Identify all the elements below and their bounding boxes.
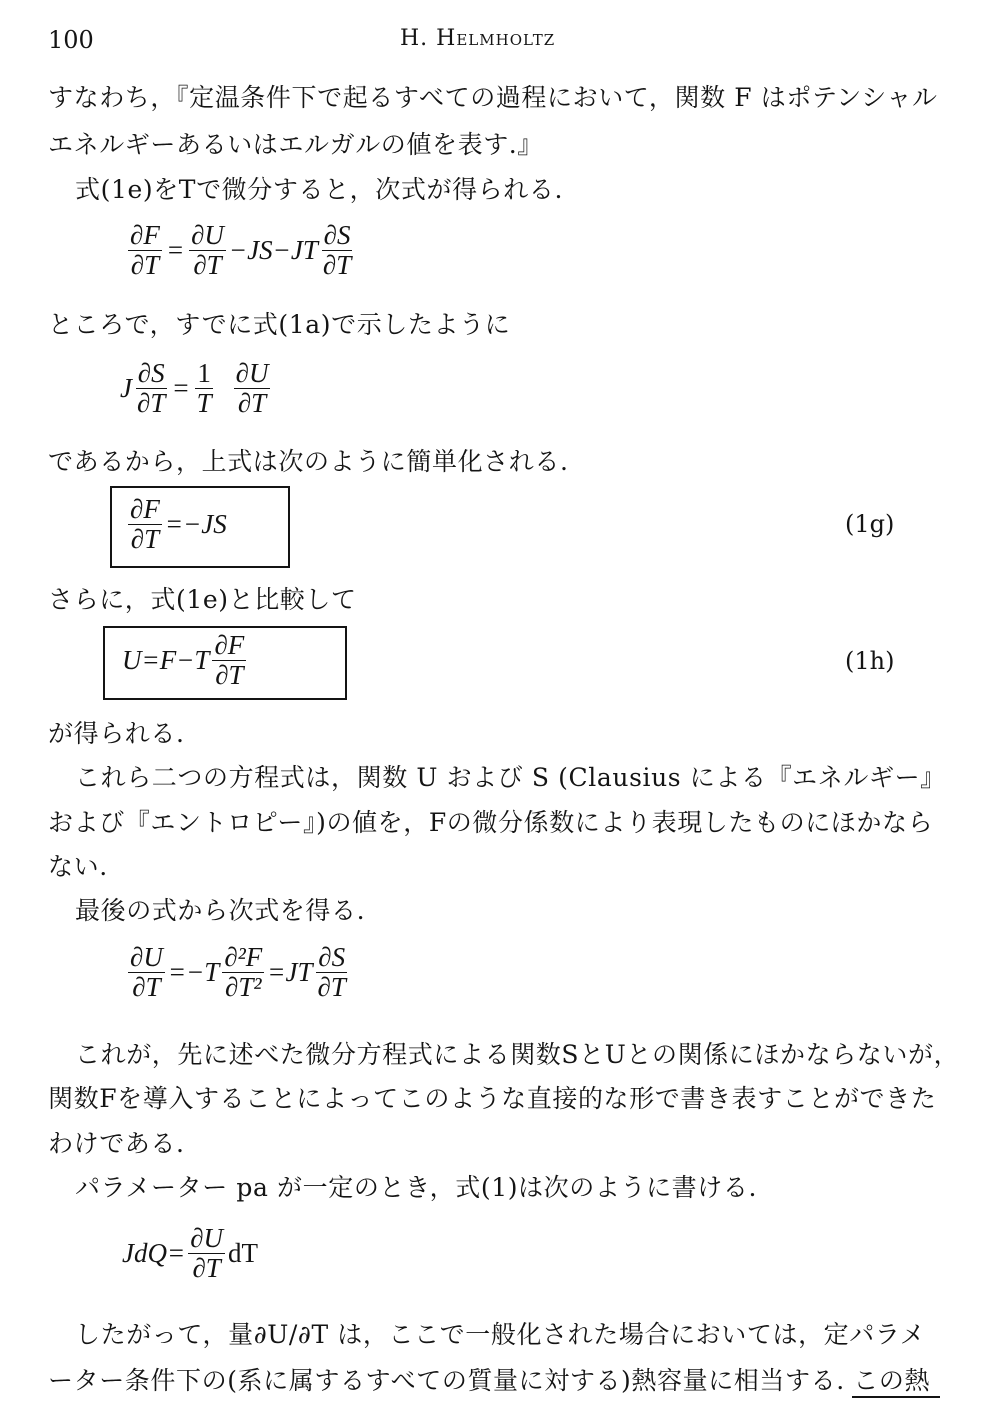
fraction — [222, 944, 264, 1001]
numerator: ∂U — [191, 220, 224, 250]
paragraph-line: これら二つの方程式は，関数 U および S (Clausius による『エネルギー』 — [75, 763, 946, 792]
paragraph-line: すなわち，『定温条件下で起るすべての過程において，関数 F はポテンシャル — [48, 83, 938, 112]
fraction — [128, 944, 165, 1001]
equals-sign: = — [173, 373, 189, 403]
denominator: ∂T — [215, 660, 244, 690]
fraction — [128, 496, 162, 553]
equation-JdQ — [122, 1225, 258, 1282]
numerator: ∂U — [190, 1223, 224, 1253]
denominator: T — [196, 388, 212, 418]
paragraph-line: エネルギーあるいはエルガルの値を表す.』 — [48, 130, 543, 159]
denominator: ∂T² — [225, 972, 262, 1002]
equation-dU-dT-second-derivative — [125, 944, 351, 1001]
numerator: ∂F — [130, 220, 160, 250]
numerator: ∂S — [323, 220, 351, 250]
equation-number-1g: (1g) — [845, 510, 895, 538]
paragraph-line: したがって，量∂U/∂T は，ここで一般化された場合においては，定パラメ — [75, 1320, 926, 1349]
denominator: ∂T — [132, 972, 161, 1002]
running-header: H. Helmholtz — [400, 26, 556, 51]
numerator: ∂F — [130, 494, 160, 524]
fraction — [135, 360, 167, 417]
denominator: ∂T — [322, 250, 352, 280]
denominator: ∂T — [192, 1253, 221, 1283]
equation-term: U=F−T — [122, 645, 210, 675]
equation-J-dS-dT — [120, 360, 273, 417]
equation-term: J — [120, 373, 132, 403]
equation-1g — [125, 496, 227, 553]
paragraph-line: 関数Fを導入することによってこのような直接的な形で書き表すことができた — [48, 1084, 937, 1113]
paragraph-line: が得られる. — [48, 719, 185, 748]
equation-dF-dT-expansion — [125, 222, 356, 279]
paragraph-line: パラメーター pa が一定のとき，式(1)は次のように書ける. — [75, 1173, 758, 1202]
equation-number-1h: (1h) — [845, 647, 895, 675]
fraction — [195, 360, 214, 417]
paragraph-line: であるから，上式は次のように簡単化される. — [48, 447, 569, 476]
equation-term: =−T — [167, 957, 220, 987]
numerator: ∂U — [130, 942, 163, 972]
equation-term: =−JS — [164, 509, 227, 539]
fraction — [212, 632, 246, 689]
fraction — [128, 222, 162, 279]
equals-sign: = — [167, 235, 184, 265]
fraction — [234, 360, 271, 417]
paragraph-line: ところで，すでに式(1a)で示したように — [48, 310, 511, 339]
numerator: 1 — [197, 358, 211, 388]
denominator: ∂T — [193, 250, 222, 280]
denominator: ∂T — [130, 250, 160, 280]
equation-term: JdQ= — [122, 1238, 186, 1268]
paragraph-line: 式(1e)をTで微分すると，次式が得られる. — [75, 175, 564, 204]
handwritten-underline — [852, 1396, 940, 1398]
equation-term: −JS−JT — [228, 235, 318, 265]
paragraph-line: ーター条件下の(系に属するすべての質量に対する)熱容量に相当する. この熱 — [48, 1366, 931, 1395]
fraction — [189, 222, 226, 279]
paragraph-line: および『エントロピー』)の値を，Fの微分係数により表現したものにほかなら — [48, 808, 934, 837]
fraction — [321, 222, 353, 279]
fraction — [315, 944, 347, 1001]
numerator: ∂²F — [224, 942, 263, 972]
equation-term: dT — [228, 1238, 259, 1268]
numerator: ∂S — [137, 358, 165, 388]
paragraph-line: これが，先に述べた微分方程式による関数SとUとの関係にほかならないが， — [75, 1040, 960, 1069]
denominator: ∂T — [237, 388, 267, 418]
numerator: ∂U — [235, 358, 269, 388]
fraction — [188, 1225, 225, 1282]
denominator: ∂T — [136, 388, 166, 418]
denominator: ∂T — [317, 972, 346, 1002]
paragraph-line: さらに，式(1e)と比較して — [48, 585, 357, 614]
denominator: ∂T — [130, 524, 160, 554]
numerator: ∂F — [214, 630, 245, 660]
paragraph-line: わけである. — [48, 1129, 185, 1158]
equation-term: =JT — [267, 957, 313, 987]
paragraph-line: ない. — [48, 852, 108, 881]
paragraph-line: 最後の式から次式を得る. — [75, 896, 366, 925]
equation-1h — [122, 632, 249, 689]
numerator: ∂S — [318, 942, 346, 972]
page-number: 100 — [48, 26, 94, 54]
